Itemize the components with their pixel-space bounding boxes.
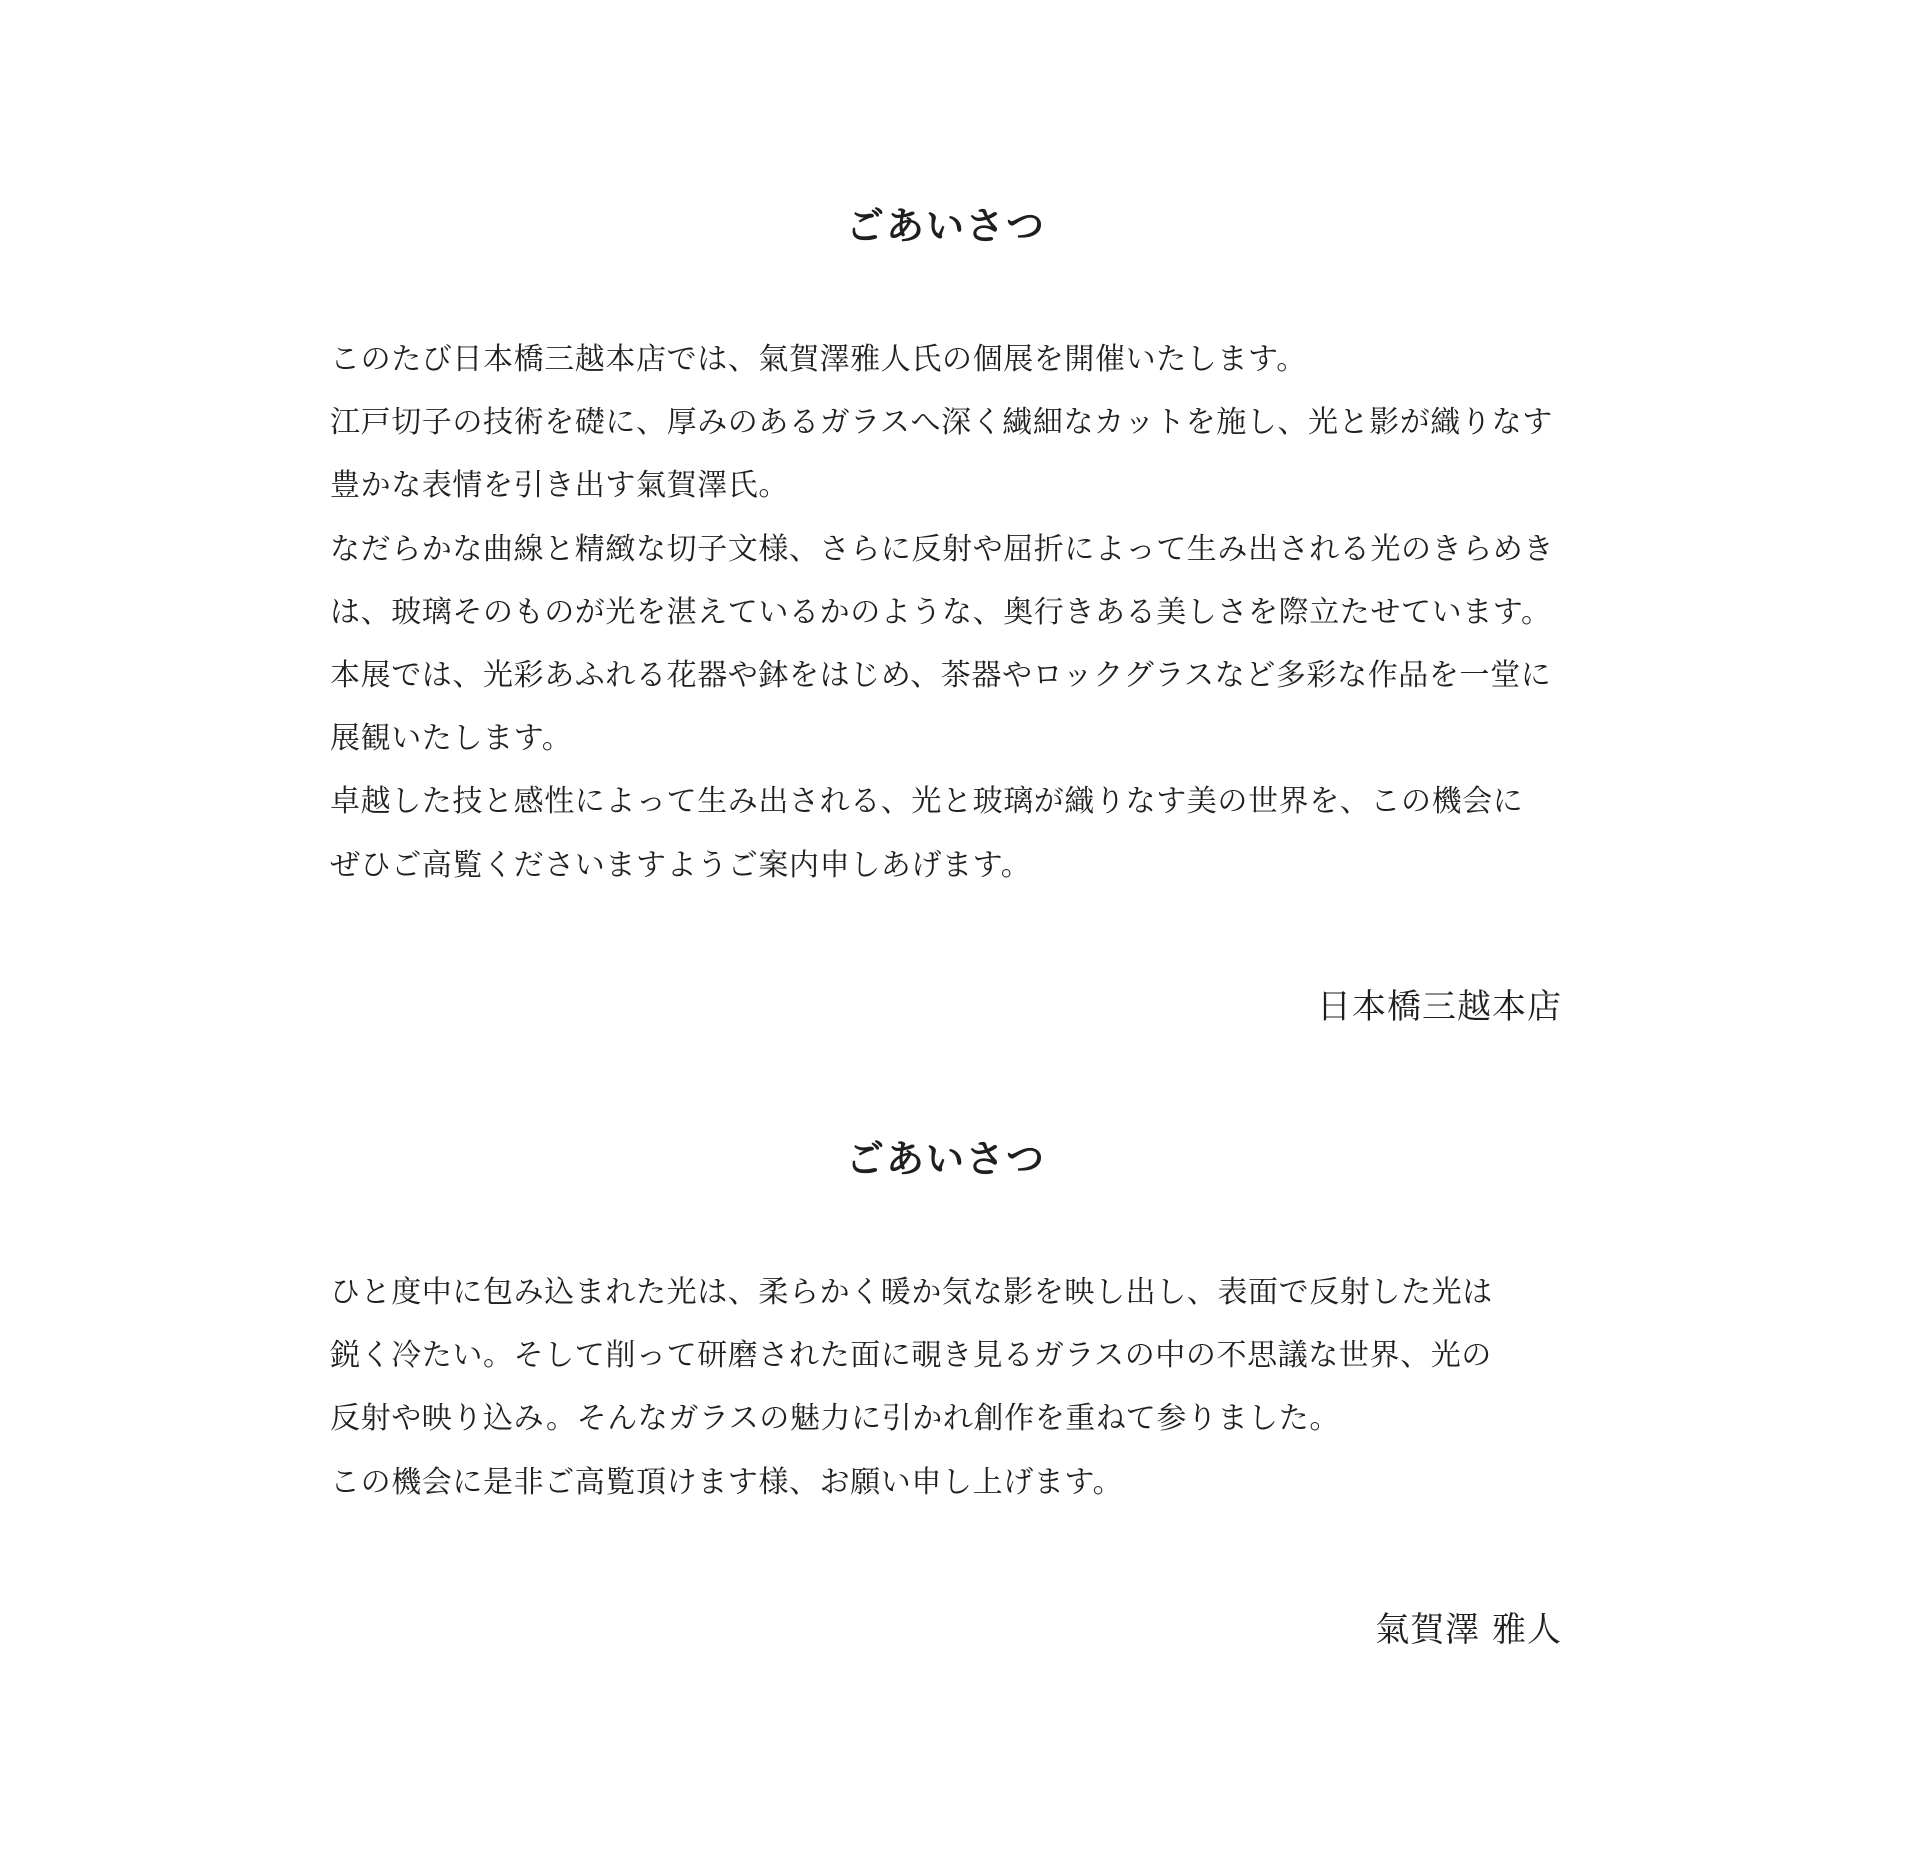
store-greeting-line: 豊かな表情を引き出す氣賀澤氏。 <box>330 468 789 504</box>
store-signature: 日本橋三越本店 <box>1317 986 1562 1027</box>
store-greeting-line: このたび日本橋三越本店では、氣賀澤雅人氏の個展を開催いたします。 <box>330 342 1307 377</box>
store-greeting-line: 卓越した技と感性によって生み出される、光と玻璃が織りなす美の世界を、この機会に <box>330 784 1524 820</box>
artist-greeting-heading: ごあいさつ <box>845 1136 1046 1181</box>
store-greeting-section <box>330 200 1562 1031</box>
artist-greeting-body <box>330 1261 1562 1514</box>
store-greeting-line: なだらかな曲線と精緻な切子文様、さらに反射や屈折によって生み出される光のきらめき <box>330 531 1554 567</box>
artist-greeting-section <box>330 1133 1562 1654</box>
artist-greeting-line: 反射や映り込み。そんなガラスの魅力に引かれ創作を重ねて参りました。 <box>330 1401 1340 1437</box>
store-greeting-line: は、玻璃そのものが光を湛えているかのような、奥行きある美しさを際立たせています。 <box>330 594 1552 630</box>
artist-greeting-line: この機会に是非ご高覧頂けます様、お願い申し上げます。 <box>330 1464 1124 1500</box>
artist-signature: 氣賀澤 雅人 <box>1375 1609 1562 1650</box>
store-greeting-line: ぜひご高覧くださいますようご案内申しあげます。 <box>330 847 1032 883</box>
store-greeting-body <box>330 328 1562 897</box>
store-greeting-line: 展観いたします。 <box>330 721 573 757</box>
store-greeting-line: 江戸切子の技術を礎に、厚みのあるガラスへ深く繊細なカットを施し、光と影が織りなす <box>330 405 1553 441</box>
store-greeting-line: 本展では、光彩あふれる花器や鉢をはじめ、茶器やロックグラスなど多彩な作品を一堂に <box>330 658 1552 694</box>
store-greeting-heading: ごあいさつ <box>845 203 1046 248</box>
artist-greeting-line: ひと度中に包み込まれた光は、柔らかく暖か気な影を映し出し、表面で反射した光は <box>330 1275 1493 1310</box>
artist-greeting-line: 鋭く冷たい。そして削って研磨された面に覗き見るガラスの中の不思議な世界、光の <box>330 1338 1492 1374</box>
